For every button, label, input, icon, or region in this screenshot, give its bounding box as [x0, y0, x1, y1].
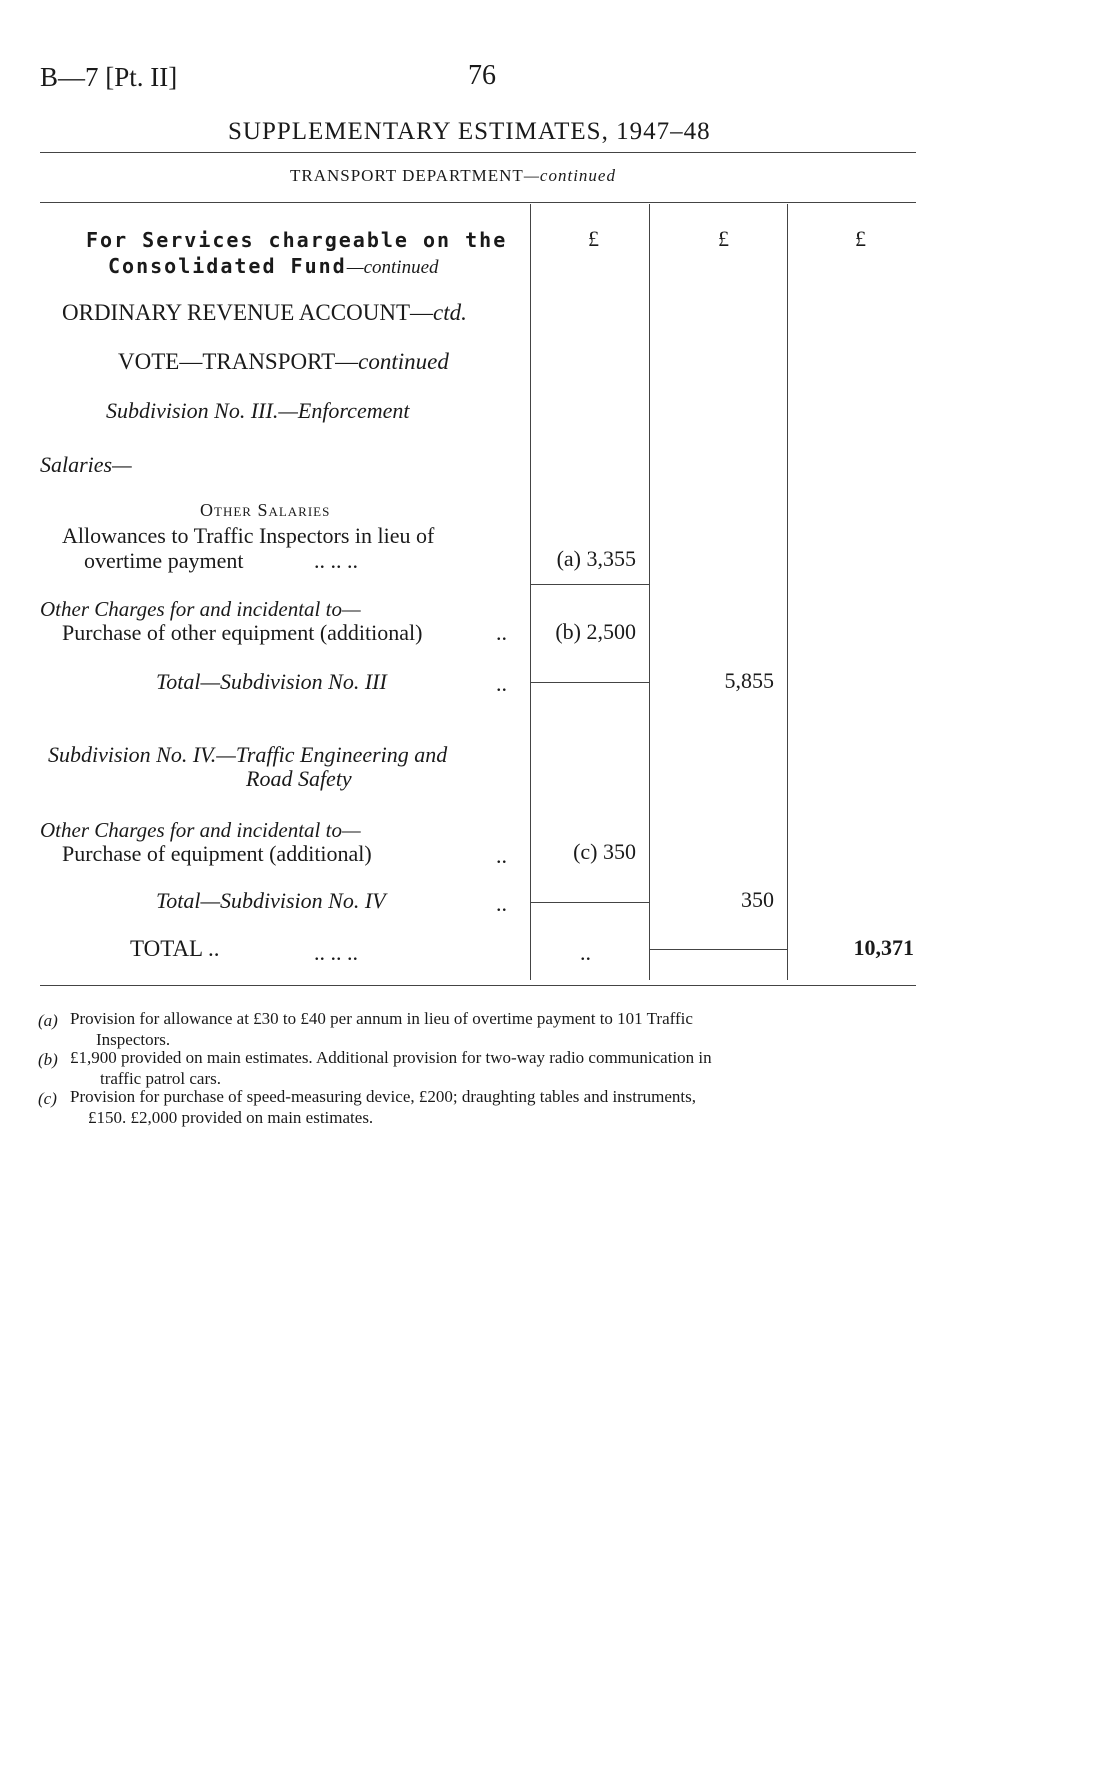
page-title: SUPPLEMENTARY ESTIMATES, 1947–48 [228, 118, 711, 145]
total-3-rule [531, 682, 649, 683]
subdivision-4-heading-line-1: Subdivision No. IV.—Traffic Engineering and [48, 742, 448, 767]
total-subdivision-3-label: Total—Subdivision No. III [156, 669, 387, 694]
column-rule-3 [787, 204, 788, 980]
currency-header-2: £ [718, 226, 729, 251]
purchase-equipment-value: (c) 350 [573, 839, 636, 864]
allowances-value: (a) 3,355 [556, 546, 636, 571]
department-heading [290, 166, 616, 186]
subdivision-3-heading: Subdivision No. III.—Enforcement [106, 398, 410, 423]
currency-header-3: £ [855, 226, 866, 251]
column-rule-2 [649, 204, 650, 980]
grand-total-col-1-dots: .. [580, 940, 591, 965]
salaries-heading: Salaries— [40, 452, 132, 477]
allowances-line-1: Allowances to Traffic Inspectors in lieu of [62, 523, 435, 548]
table-bottom-rule [40, 985, 916, 986]
other-charges-heading: Other Charges for and incidental to— [40, 597, 361, 621]
department-suffix: —continued [523, 166, 616, 185]
total-subdivision-4-value: 350 [741, 887, 774, 912]
total-4-rule [531, 902, 649, 903]
account-label: ORDINARY REVENUE ACCOUNT— [62, 300, 433, 325]
footnote-a-line-1: Provision for allowance at £30 to £40 per annum in lieu of overtime payment to 101 Traffic [70, 1009, 693, 1028]
grand-total-dots: .. .. .. [314, 940, 358, 965]
page-number: 76 [468, 60, 496, 91]
footnote-c-line-1: Provision for purchase of speed-measuring device, £200; draughting tables and instruments, [70, 1087, 697, 1106]
grand-total-value: 10,371 [853, 935, 914, 960]
title-rule [40, 152, 916, 153]
footnote-c-line-2: £150. £2,000 provided on main estimates. [88, 1108, 374, 1127]
footnote-b-line-1: £1,900 provided on main estimates. Additional provision for two-way radio communication in [70, 1048, 712, 1067]
purchase-other-dots: .. [496, 620, 507, 645]
heading-line-1: For Services chargeable on the [86, 228, 508, 252]
grand-total-label: TOTAL .. [130, 936, 220, 961]
purchase-equipment-dots: .. [496, 843, 507, 868]
footnote-b-line-2: traffic patrol cars. [100, 1069, 221, 1088]
purchase-equipment-label: Purchase of equipment (additional) [62, 841, 372, 866]
allowances-line-2: overtime payment [84, 548, 244, 573]
vote-suffix: continued [358, 349, 449, 374]
footnote-a-mark: (a) [38, 1011, 58, 1030]
total-subdivision-4-label: Total—Subdivision No. IV [156, 888, 386, 913]
total-subdivision-3-value: 5,855 [724, 668, 774, 693]
department-name: TRANSPORT DEPARTMENT [290, 166, 524, 185]
subdivision-4-heading-line-2: Road Safety [246, 766, 352, 791]
heading-line-2 [108, 254, 439, 279]
column-rule-1 [530, 204, 531, 980]
footnote-b-mark: (b) [38, 1050, 58, 1069]
other-charges-heading-2: Other Charges for and incidental to— [40, 818, 361, 842]
allowances-dots: .. .. .. [314, 548, 358, 573]
footnote-c-mark: (c) [38, 1089, 57, 1108]
table-top-rule [40, 202, 916, 203]
account-heading [62, 300, 467, 326]
currency-header-1: £ [588, 226, 599, 251]
account-suffix: ctd. [433, 300, 467, 325]
allowances-rule [531, 584, 649, 585]
grand-total-rule [650, 949, 787, 950]
purchase-other-value: (b) 2,500 [555, 619, 636, 644]
heading-fund-suffix: —continued [346, 257, 439, 278]
heading-fund: Consolidated Fund [108, 254, 347, 278]
vote-heading [118, 349, 449, 375]
vote-label: VOTE—TRANSPORT— [118, 349, 359, 374]
document-reference: B—7 [Pt. II] [40, 62, 178, 92]
other-salaries-heading: Other Salaries [200, 500, 331, 520]
total-subdivision-3-dots: .. [496, 671, 507, 696]
total-subdivision-4-dots: .. [496, 891, 507, 916]
footnote-a-line-2: Inspectors. [96, 1030, 171, 1049]
purchase-other-label: Purchase of other equipment (additional) [62, 620, 423, 645]
